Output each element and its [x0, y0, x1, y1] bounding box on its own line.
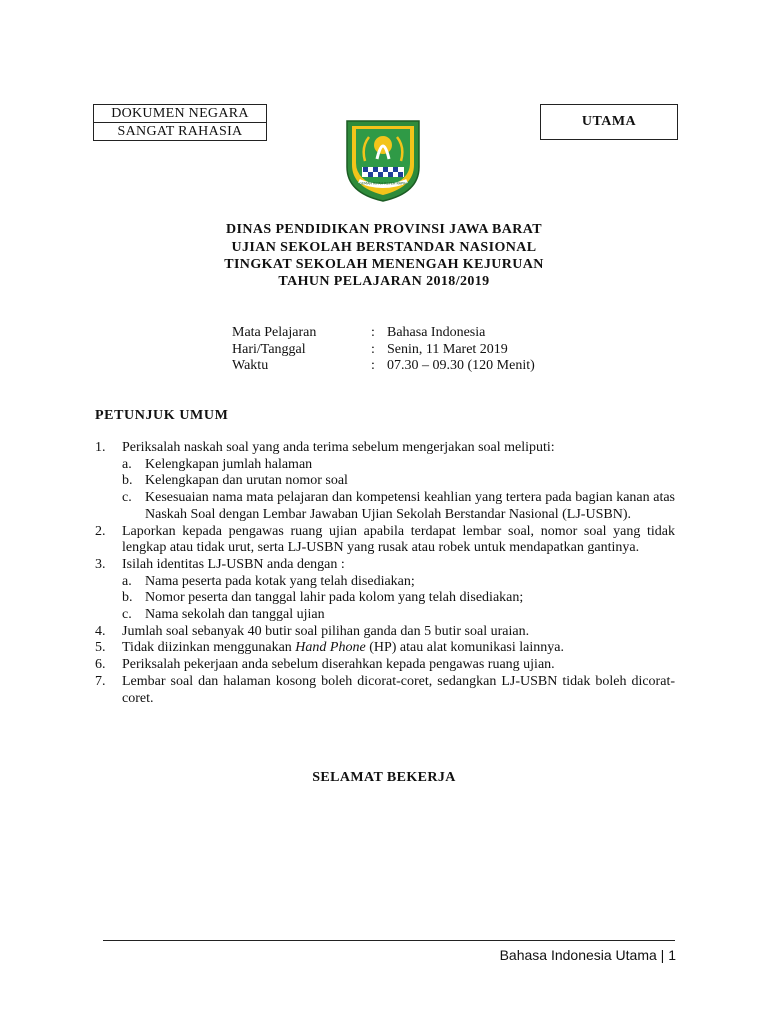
info-separator: : [371, 358, 375, 373]
page-footer: Bahasa Indonesia Utama | 1 [499, 947, 676, 963]
item-text: Periksalah naskah soal yang anda terima sebelum mengerjakan soal meliputi: [122, 440, 555, 455]
info-value: 07.30 – 09.30 (120 Menit) [387, 358, 535, 373]
item-text: Periksalah pekerjaan anda sebelum diserahkan kepada pengawas ruang ujian. [122, 657, 555, 673]
item-text: Jumlah soal sebanyak 40 butir soal pilihan ganda dan 5 butir soal uraian. [122, 623, 530, 639]
sub-text: Kelengkapan dan urutan nomor soal [145, 473, 348, 489]
sub-letter: a. [122, 573, 132, 589]
sub-letter: b. [122, 590, 133, 606]
info-value: Senin, 11 Maret 2019 [387, 342, 508, 357]
sub-text: Kesesuaian nama mata pelajaran dan kompetensi keahlian yang tertera pada bagian kanan atas Naskah Soal dengan Lembar Jawaban Ujian Sekolah Berstandar Nasional (LJ-USBN). [145, 490, 675, 522]
list-item [95, 657, 675, 674]
item-text-before: Tidak diizinkan menggunakan [122, 640, 296, 656]
info-label: Hari/Tanggal [232, 342, 306, 357]
list-item [95, 624, 675, 641]
item-number: 2. [95, 523, 106, 539]
item-text: Lembar soal dan halaman kosong boleh dicorat-coret, sedangkan LJ-USBN tidak boleh dicorat-coret. [122, 673, 675, 706]
list-item [95, 640, 675, 657]
heading-line-3: TINGKAT SEKOLAH MENENGAH KEJURUAN [224, 257, 544, 272]
classification-label-1: DOKUMEN NEGARA [111, 106, 249, 121]
info-value: Bahasa Indonesia [387, 325, 486, 340]
sub-letter: a. [122, 456, 132, 472]
info-label: Waktu [232, 358, 269, 373]
sub-item [122, 490, 675, 523]
sub-item [122, 590, 675, 607]
sub-text: Kelengkapan jumlah halaman [145, 456, 313, 472]
info-separator: : [371, 342, 375, 357]
item-number: 1. [95, 440, 106, 455]
sub-item [122, 574, 675, 591]
sub-item [122, 607, 675, 624]
sub-item [122, 473, 675, 490]
info-label: Mata Pelajaran [232, 325, 317, 340]
info-separator: : [371, 325, 375, 340]
item-text: Laporkan kepada pengawas ruang ujian apabila terdapat lembar soal, nomor soal yang tidak lengkap atau tidak urut, serta LJ-USBN yang rusak atau robek untuk mendapatkan gantinya. [122, 523, 675, 556]
item-text-italic: Hand Phone [295, 640, 366, 656]
sub-letter: c. [122, 490, 132, 506]
closing-text: SELAMAT BEKERJA [312, 770, 456, 785]
item-number: 7. [95, 673, 106, 689]
section-title: PETUNJUK UMUM [95, 408, 229, 423]
item-number: 3. [95, 556, 106, 572]
sub-letter: b. [122, 473, 133, 489]
instruction-list [95, 440, 675, 707]
logo-motto: GEMAH RIPAH REPEH RAPIH [359, 181, 407, 186]
heading-line-1: DINAS PENDIDIKAN PROVINSI JAWA BARAT [226, 222, 542, 237]
sub-text: Nama peserta pada kotak yang telah disediakan; [145, 573, 415, 589]
footer-divider [103, 940, 675, 941]
heading-line-2: UJIAN SEKOLAH BERSTANDAR NASIONAL [231, 240, 537, 255]
sub-text: Nama sekolah dan tanggal ujian [145, 607, 325, 623]
list-item [95, 674, 675, 707]
sub-letter: c. [122, 607, 132, 623]
list-item [95, 440, 675, 524]
classification-label-2: SANGAT RAHASIA [94, 122, 266, 140]
west-java-coat-of-arms-icon [343, 115, 423, 203]
item-number: 5. [95, 640, 106, 656]
sub-text: Nomor peserta dan tanggal lahir pada kolom yang telah disediakan; [145, 590, 524, 606]
heading-line-4: TAHUN PELAJARAN 2018/2019 [278, 274, 490, 289]
item-text-after: (HP) atau alat komunikasi lainnya. [365, 640, 564, 656]
sub-item [122, 457, 675, 474]
classification-box [93, 104, 267, 141]
list-item [95, 557, 675, 624]
item-number: 4. [95, 623, 106, 639]
list-item [95, 524, 675, 557]
item-number: 6. [95, 657, 106, 673]
item-text: Isilah identitas LJ-USBN anda dengan : [122, 556, 345, 572]
utama-box: UTAMA [540, 104, 678, 140]
